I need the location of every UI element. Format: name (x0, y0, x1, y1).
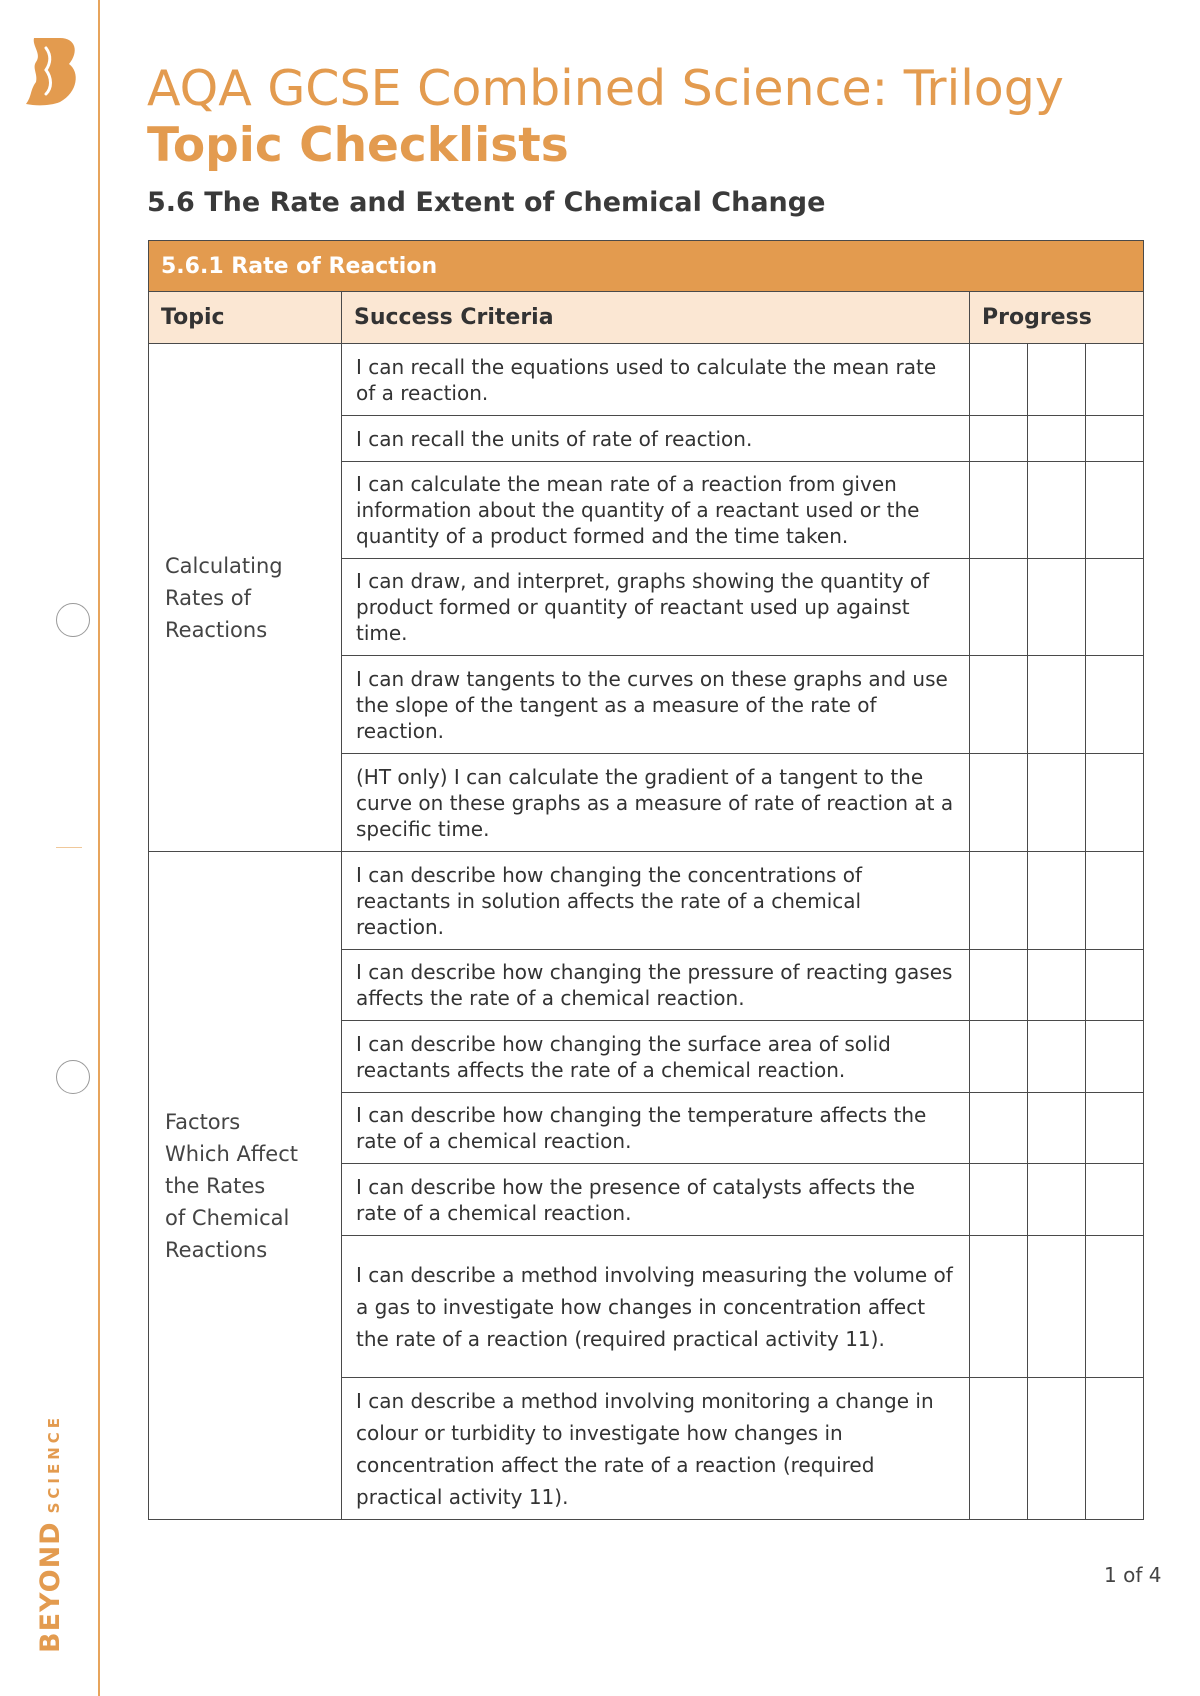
brand-name-main: BEYOND (35, 1521, 66, 1653)
beyond-science-logo (24, 34, 80, 108)
progress-box[interactable] (1086, 344, 1144, 416)
page-number: 1 of 4 (1104, 1563, 1162, 1587)
fold-mark (56, 847, 82, 848)
criterion-text: I can draw tangents to the curves on these graphs and use the slope of the tangent as a measure of the rate of reaction. (342, 656, 970, 754)
progress-box[interactable] (970, 950, 1028, 1021)
progress-box[interactable] (970, 559, 1028, 656)
table-row (149, 852, 1144, 950)
progress-box[interactable] (970, 656, 1028, 754)
margin-line (98, 0, 100, 1696)
topic-cell-calculating-rates (149, 344, 342, 852)
criterion-text: I can describe how changing the concentrations of reactants in solution affects the rate of a chemical reaction. (342, 852, 970, 950)
table-title: 5.6.1 Rate of Reaction (149, 241, 1144, 292)
column-header-progress: Progress (970, 292, 1144, 344)
progress-box[interactable] (970, 462, 1028, 559)
progress-box[interactable] (970, 1093, 1028, 1164)
progress-box[interactable] (970, 852, 1028, 950)
progress-box[interactable] (1086, 462, 1144, 559)
topic-line: the Rates (165, 1173, 266, 1198)
criterion-text: I can describe how changing the surface area of solid reactants affects the rate of a chemical reaction. (342, 1021, 970, 1093)
progress-box[interactable] (1086, 1164, 1144, 1236)
criterion-text: I can recall the equations used to calculate the mean rate of a reaction. (342, 344, 970, 416)
progress-box[interactable] (970, 1236, 1028, 1378)
brand-name-sub: SCIENCE (45, 1413, 63, 1514)
brand-wordmark (35, 1414, 66, 1653)
column-header-criteria: Success Criteria (342, 292, 970, 344)
progress-box[interactable] (970, 1021, 1028, 1093)
topic-line: of Chemical (165, 1205, 290, 1230)
progress-box[interactable] (970, 344, 1028, 416)
progress-box[interactable] (1028, 344, 1086, 416)
progress-box[interactable] (1086, 416, 1144, 462)
punch-hole (56, 603, 90, 637)
criterion-text: (HT only) I can calculate the gradient of a tangent to the curve on these graphs as a measure of rate of reaction at a specific time. (342, 754, 970, 852)
topic-line: Factors (165, 1109, 241, 1134)
progress-box[interactable] (970, 1164, 1028, 1236)
table-row (149, 344, 1144, 416)
progress-box[interactable] (1086, 1093, 1144, 1164)
criterion-text: I can recall the units of rate of reaction. (342, 416, 970, 462)
topic-cell-factors-affecting-rates (149, 852, 342, 1520)
progress-box[interactable] (1028, 559, 1086, 656)
section-title: 5.6 The Rate and Extent of Chemical Change (147, 187, 826, 218)
progress-box[interactable] (1086, 1021, 1144, 1093)
topic-line: Reactions (165, 617, 268, 642)
topic-line: Calculating (165, 553, 283, 578)
topic-line: Rates of (165, 585, 252, 610)
progress-box[interactable] (1028, 462, 1086, 559)
checklist-table (148, 240, 1144, 1520)
progress-box[interactable] (1086, 754, 1144, 852)
progress-box[interactable] (1086, 559, 1144, 656)
criterion-text: I can calculate the mean rate of a reaction from given information about the quantity of a reactant used or the quantity of a product formed and the time taken. (342, 462, 970, 559)
progress-box[interactable] (1086, 950, 1144, 1021)
column-header-topic: Topic (149, 292, 342, 344)
criterion-text: I can describe how the presence of catalysts affects the rate of a chemical reaction. (342, 1164, 970, 1236)
progress-box[interactable] (970, 1378, 1028, 1520)
criterion-text: I can describe how changing the pressure of reacting gases affects the rate of a chemical reaction. (342, 950, 970, 1021)
criterion-text: I can draw, and interpret, graphs showing the quantity of product formed or quantity of reactant used up against time. (342, 559, 970, 656)
progress-box[interactable] (1086, 1236, 1144, 1378)
punch-hole (56, 1060, 90, 1094)
progress-box[interactable] (1028, 754, 1086, 852)
progress-box[interactable] (970, 754, 1028, 852)
progress-box[interactable] (1028, 950, 1086, 1021)
criterion-text: I can describe how changing the temperature affects the rate of a chemical reaction. (342, 1093, 970, 1164)
progress-box[interactable] (1028, 1164, 1086, 1236)
criterion-text: I can describe a method involving monitoring a change in colour or turbidity to investigate how changes in concentration affect the rate of a reaction (required practical activity 11). (342, 1378, 970, 1520)
progress-box[interactable] (1086, 656, 1144, 754)
progress-box[interactable] (1086, 852, 1144, 950)
progress-box[interactable] (1028, 1093, 1086, 1164)
progress-box[interactable] (1028, 1236, 1086, 1378)
criterion-text: I can describe a method involving measuring the volume of a gas to investigate how changes in concentration affect the rate of a reaction (required practical activity 11). (342, 1236, 970, 1378)
progress-box[interactable] (1086, 1378, 1144, 1520)
table-title-row (149, 241, 1144, 292)
progress-box[interactable] (1028, 656, 1086, 754)
topic-line: Reactions (165, 1237, 268, 1262)
page-subtitle: Topic Checklists (147, 118, 569, 173)
progress-box[interactable] (1028, 852, 1086, 950)
progress-box[interactable] (1028, 1021, 1086, 1093)
topic-line: Which Affect (165, 1141, 298, 1166)
progress-box[interactable] (1028, 1378, 1086, 1520)
progress-box[interactable] (970, 416, 1028, 462)
page-title: AQA GCSE Combined Science: Trilogy (147, 60, 1064, 117)
progress-box[interactable] (1028, 416, 1086, 462)
table-header-row (149, 292, 1144, 344)
